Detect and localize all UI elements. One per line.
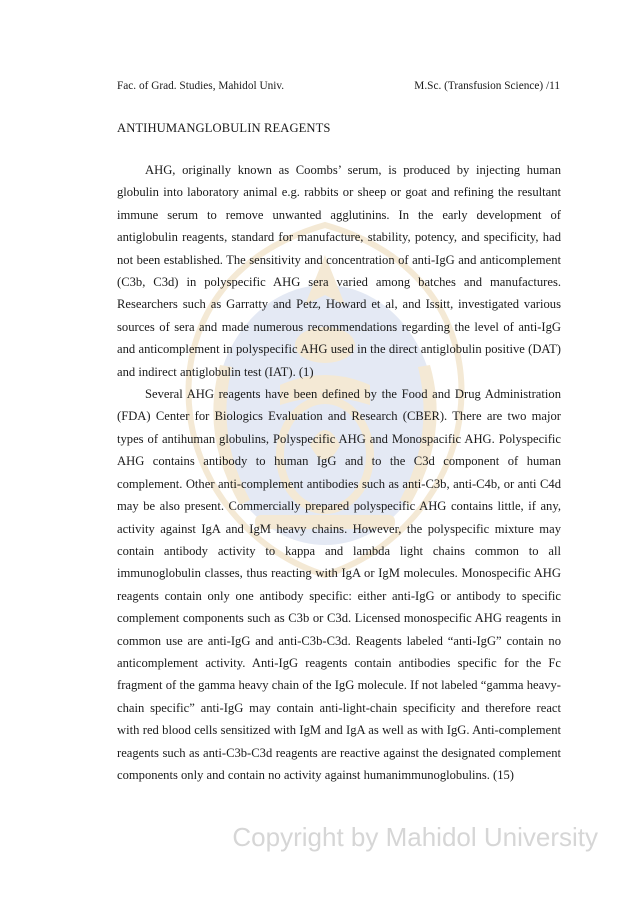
paragraph: Several AHG reagents have been defined by the Food and Drug Administration (FDA) Center for Biologics Evaluation and Research (CBER). There are two major types of antihuman globulins, Polyspecific AHG and Monospacific AHG. Polyspecific AHG contains antibody to human IgG and to the C3d component of human complement. Other anti-complement antibodies such as anti-C3b, anti-C4b, or anti C4d may be also present. Commercially prepared polyspecific AHG contains little, if any, activity against IgA and IgM heavy chains. However, the polyspecific mixture may contain antibody activity to kappa and lambda light chains common to all immunoglobulin classes, thus reacting with IgA or IgM molecules. Monospecific AHG reagents contain only one antibody specific: either anti-IgG or antibody to specific complement components such as C3b or C3d. Licensed monospecific AHG reagents in common use are anti-IgG and anti-C3b-C3d. Reagents labeled “anti-IgG” contain no anticomplement activity. Anti-IgG reagents contain antibodies specific for the Fc fragment of the gamma heavy chain of the IgG molecule. If not labeled “gamma heavy-chain specific” anti-IgG may contain anti-light-chain specificity and therefore react with red blood cells sensitized with IgM and IgA as well as with IgG. Anti-complement reagents such as anti-C3b-C3d reagents are reactive against the designated complement components only and contain no activity against humanimmunoglobulins. (15) (117, 387, 561, 782)
header-program-page: M.Sc. (Transfusion Science) /11 (414, 80, 560, 92)
body-text (117, 159, 561, 786)
header-faculty: Fac. of Grad. Studies, Mahidol Univ. (117, 80, 285, 92)
copyright-watermark: Copyright by Mahidol University (232, 822, 598, 852)
section-title: ANTIHUMANGLOBULIN REAGENTS (117, 121, 331, 135)
paragraph: AHG, originally known as Coombs’ serum, is produced by injecting human globulin into laboratory animal e.g. rabbits or sheep or goat and refining the resultant immune serum to remove unwanted agglutinins. In the early development of antiglobulin reagents, standard for manufacture, stability, potency, and specificity, had not been established. The sensitivity and concentration of anti-IgG and anticomplement (C3b, C3d) in polyspecific AHG sera varied among batches and manufactures. Researchers such as Garratty and Petz, Howard et al, and Issitt, investigated various sources of sera and made numerous recommendations regarding the level of anti-IgG and anticomplement in polyspecific AHG used in the direct antiglobulin positive (DAT) and indirect antiglobulin test (IAT). (1) (117, 163, 561, 379)
